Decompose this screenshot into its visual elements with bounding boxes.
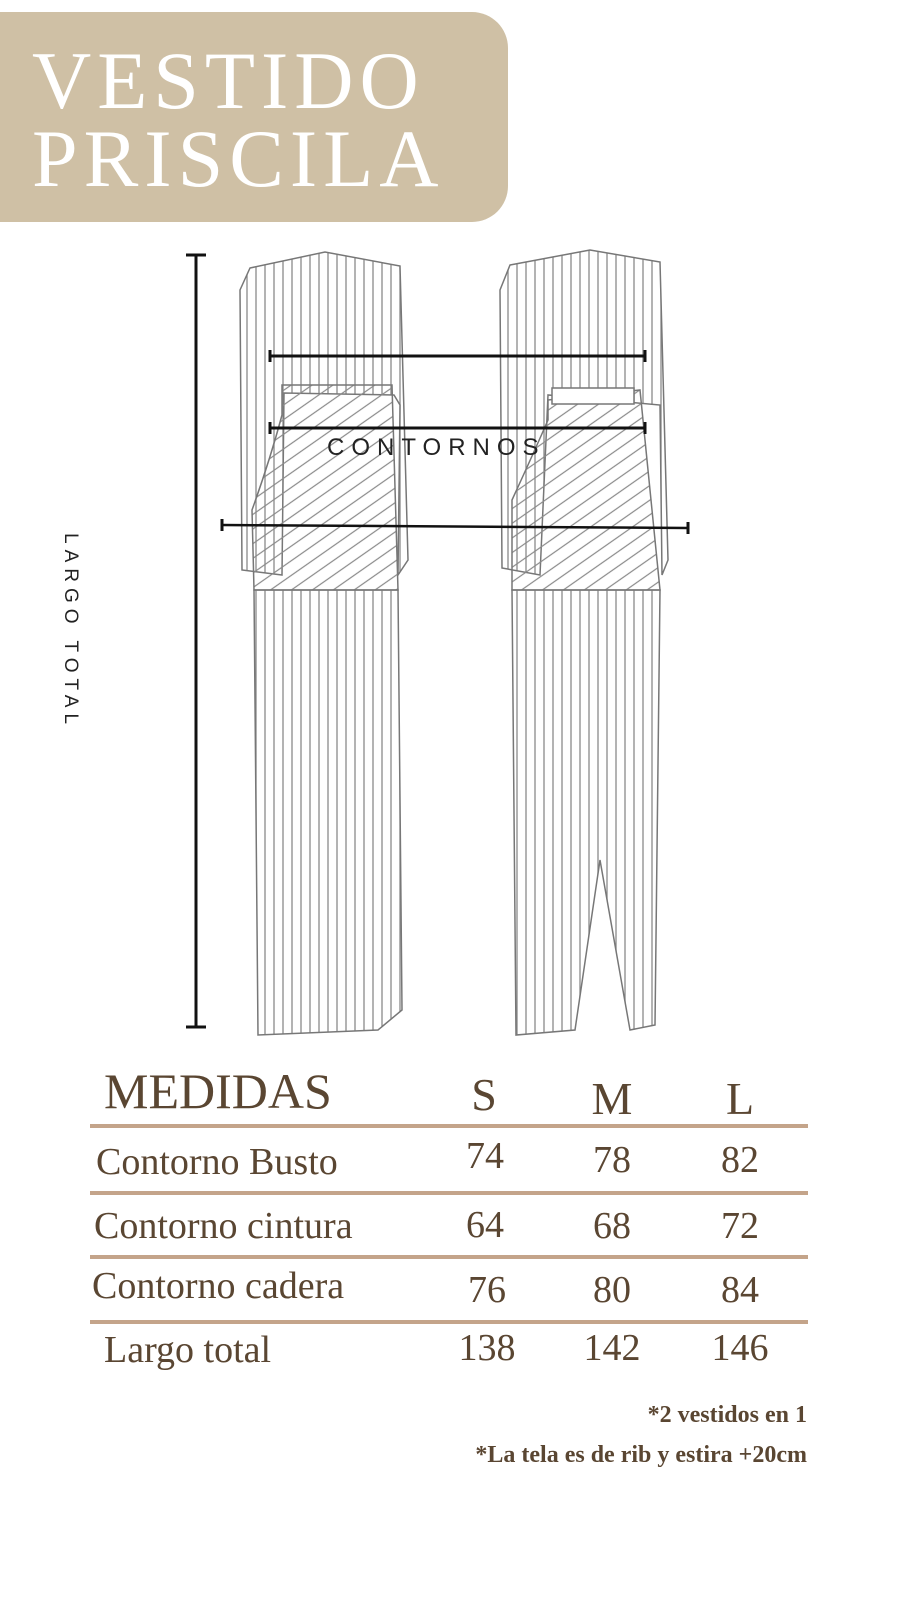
note-fabric-stretch: *La tela es de rib y estira +20cm bbox=[475, 1442, 807, 1468]
row-label: Contorno cintura bbox=[94, 1205, 353, 1247]
front-dress-sketch bbox=[240, 252, 408, 1035]
cell-value: 80 bbox=[593, 1269, 631, 1311]
row-label: Contorno Busto bbox=[96, 1141, 338, 1183]
size-m: M bbox=[591, 1073, 633, 1124]
table-rule bbox=[90, 1191, 808, 1195]
cell-value: 138 bbox=[458, 1327, 516, 1369]
cell-value: 76 bbox=[468, 1269, 506, 1311]
title-line-2: PRISCILA bbox=[32, 113, 445, 204]
cell-value: 72 bbox=[721, 1205, 759, 1247]
row-label: Largo total bbox=[104, 1329, 272, 1371]
cell-value: 146 bbox=[711, 1327, 769, 1369]
cell-value: 82 bbox=[721, 1139, 759, 1181]
cell-value: 84 bbox=[721, 1269, 759, 1311]
note-two-in-one: *2 vestidos en 1 bbox=[647, 1402, 807, 1428]
size-l: L bbox=[725, 1073, 755, 1124]
table-header: MEDIDAS bbox=[104, 1063, 332, 1119]
cell-value: 142 bbox=[583, 1327, 641, 1369]
size-s: S bbox=[471, 1069, 497, 1120]
cell-value: 78 bbox=[593, 1139, 631, 1181]
table-rule bbox=[90, 1124, 808, 1128]
title-banner bbox=[0, 12, 508, 222]
back-dress-sketch bbox=[500, 250, 668, 1035]
title-line-1: VESTIDO bbox=[32, 35, 425, 126]
table-rule bbox=[90, 1255, 808, 1259]
cell-value: 68 bbox=[593, 1205, 631, 1247]
table-rule bbox=[90, 1320, 808, 1324]
largo-total-label: LARGO TOTAL bbox=[59, 533, 81, 730]
cell-value: 74 bbox=[466, 1135, 504, 1177]
dress-sketch-diagram bbox=[0, 230, 900, 1050]
contornos-label: CONTORNOS bbox=[327, 434, 546, 461]
cell-value: 64 bbox=[466, 1204, 504, 1246]
row-label: Contorno cadera bbox=[92, 1265, 345, 1307]
